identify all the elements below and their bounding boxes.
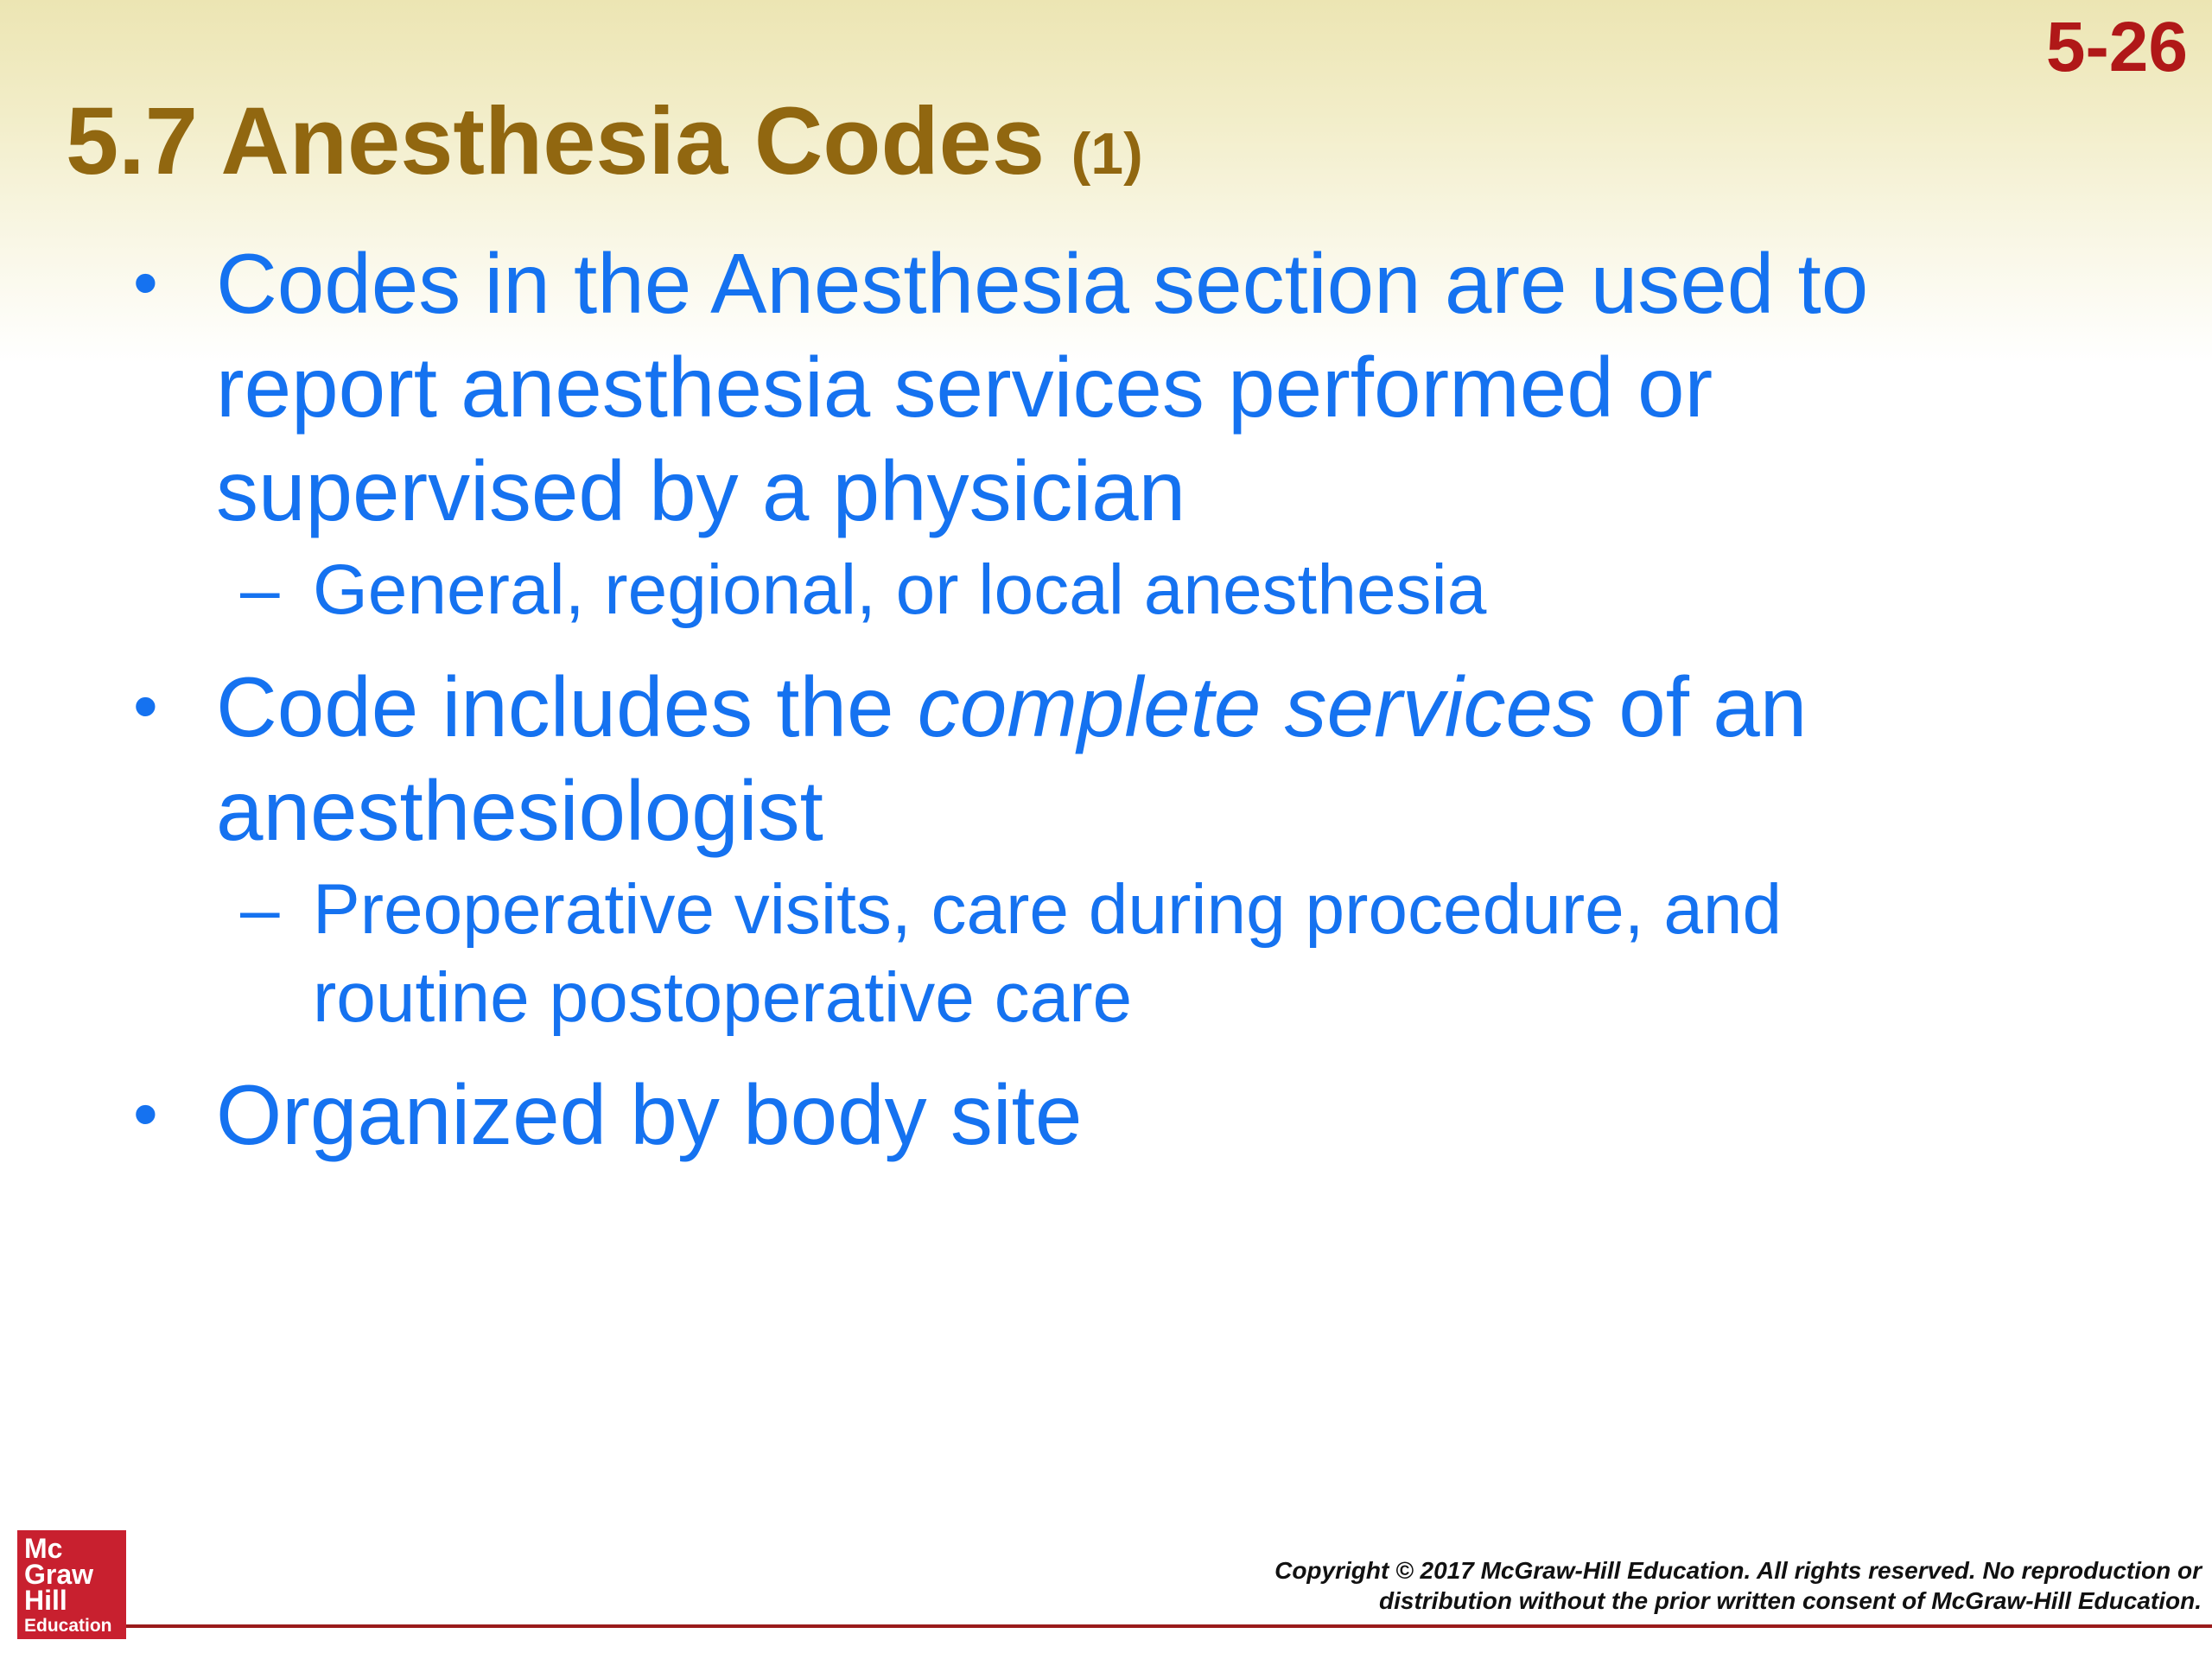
- title-suffix: (1): [1071, 121, 1143, 187]
- mcgraw-hill-logo: [17, 1530, 126, 1639]
- bullet-3-text: Organized by body site: [216, 1067, 1083, 1162]
- sub-bullet-1-text: General, regional, or local anesthesia: [313, 550, 1487, 629]
- title-text: 5.7 Anesthesia Codes: [66, 88, 1046, 194]
- copyright-line-2: distribution without the prior written consent of McGraw-Hill Education.: [1379, 1587, 2202, 1614]
- logo-line-2: Graw: [24, 1559, 94, 1590]
- bullet-3: [130, 1063, 2117, 1166]
- bullet-dot: •: [133, 244, 158, 322]
- copyright-notice: [1274, 1555, 2202, 1616]
- logo-line-4: Education: [24, 1616, 112, 1636]
- slide-content: [130, 232, 2117, 1166]
- logo-line-1: Mc: [24, 1533, 63, 1564]
- slide-title: [66, 86, 1143, 196]
- bullet-2-text-before: Code includes the: [216, 659, 918, 754]
- sub-bullet-2: [130, 866, 1937, 1042]
- bullet-1-text: Codes in the Anesthesia section are used to report anesthesia services performed or supervised by a physician: [216, 236, 1869, 538]
- bullet-2-text-italic: complete services: [917, 659, 1596, 754]
- sub-dash: –: [240, 550, 280, 629]
- bullet-2: [130, 655, 1970, 862]
- slide-number: 5-26: [2045, 8, 2188, 86]
- logo-line-3: Hill: [24, 1585, 67, 1616]
- sub-dash: –: [240, 870, 280, 949]
- sub-bullet-1: [130, 546, 2117, 634]
- bullet-2-text-after: of an anesthesiologist: [216, 659, 1808, 858]
- bullet-dot: •: [133, 667, 158, 746]
- copyright-line-1: Copyright © 2017 McGraw-Hill Education. All rights reserved. No reproduction or: [1274, 1557, 2202, 1584]
- bullet-dot: •: [133, 1075, 158, 1154]
- footer-rule: [126, 1624, 2212, 1628]
- bullet-1: [130, 232, 2074, 543]
- sub-bullet-2-text: Preoperative visits, care during procedure, and routine postoperative care: [313, 870, 1783, 1037]
